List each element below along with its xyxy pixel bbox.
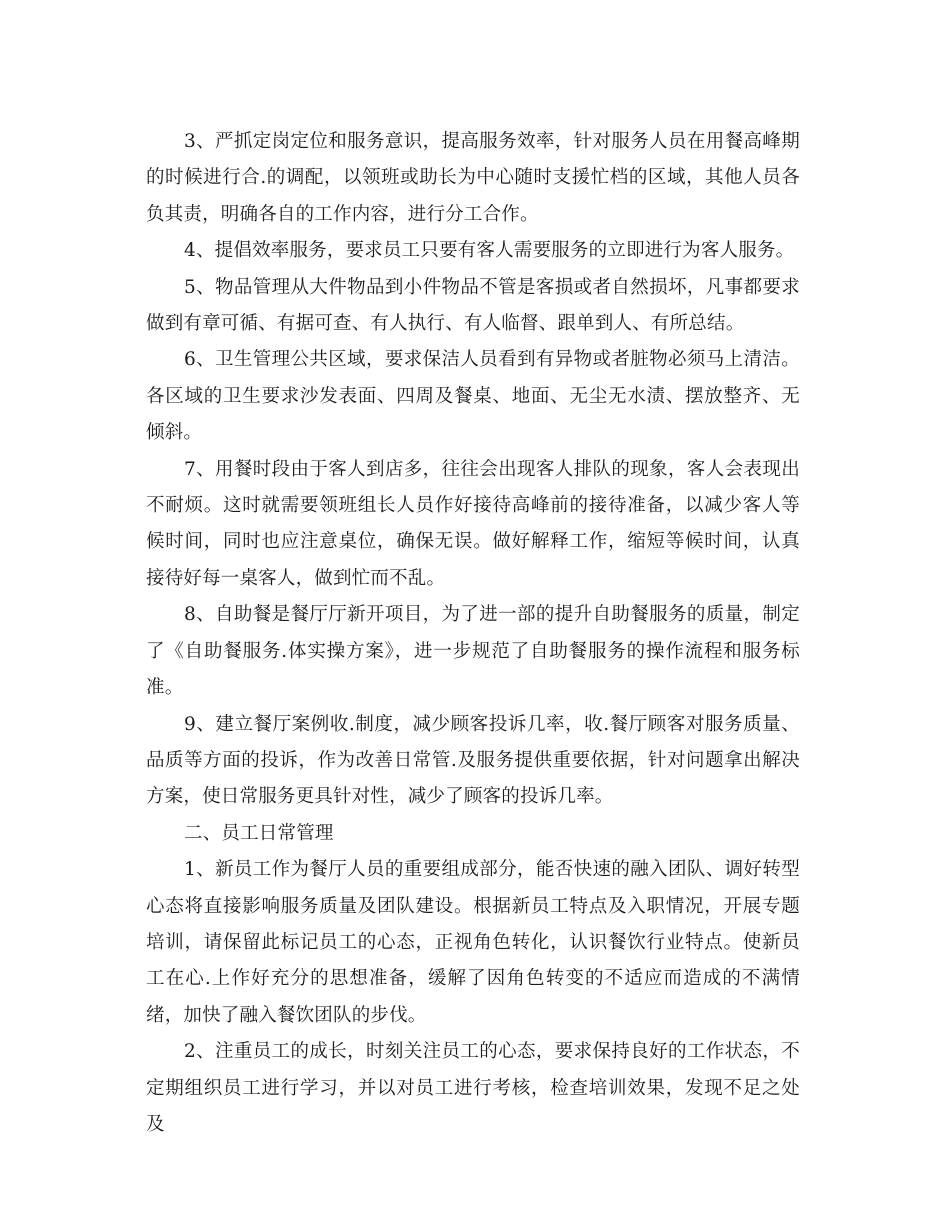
paragraph-item-3: 3、严抓定岗定位和服务意识，提高服务效率，针对服务人员在用餐高峰期的时候进行合.的调配，以领班或助长为中心随时支援忙档的区域，其他人员各负其责，明确各自的工作内容，进行分工合作。 <box>146 131 800 225</box>
paragraph-staff-1: 1、新员工作为餐厅人员的重要组成部分，能否快速的融入团队、调好转型心态将直接影响服务质量及团队建设。根据新员工特点及入职情况，开展专题培训，请保留此标记员工的心态，正视角色转化，认识餐饮行业特点。使新员工在心.上作好充分的思想准备，缓解了因角色转变的不适应而造成的不满情绪，加快了融入餐饮团队的步伐。 <box>146 859 800 1026</box>
document-body <box>146 124 800 1143</box>
paragraph-item-9: 9、建立餐厅案例收.制度，减少顾客投诉几率，收.餐厅顾客对服务质量、品质等方面的投诉，作为改善日常管.及服务提供重要依据，针对问题拿出解决方案，使日常服务更具针对性，减少了顾客的投诉几率。 <box>146 713 800 808</box>
paragraph-item-6: 6、卫生管理公共区域，要求保洁人员看到有异物或者脏物必须马上清洁。各区域的卫生要求沙发表面、四周及餐桌、地面、无尘无水渍、摆放整齐、无倾斜。 <box>146 349 800 444</box>
paragraph-staff-2: 2、注重员工的成长，时刻关注员工的心态，要求保持良好的工作状态，不定期组织员工进行学习，并以对员工进行考核，检查培训效果，发现不足之处及 <box>146 1041 800 1135</box>
section-heading-staff-management: 二、员工日常管理 <box>184 822 334 844</box>
paragraph-item-4: 4、提倡效率服务，要求员工只要有客人需要服务的立即进行为客人服务。 <box>184 240 795 262</box>
paragraph-item-5: 5、物品管理从大件物品到小件物品不管是客损或者自然损坏，凡事都要求做到有章可循、有据可查、有人执行、有人临督、跟单到人、有所总结。 <box>146 276 800 335</box>
paragraph-item-8: 8、自助餐是餐厅厅新开项目，为了进一部的提升自助餐服务的质量，制定了《自助餐服务.体实操方案》，进一步规范了自助餐服务的操作流程和服务标准。 <box>146 604 800 699</box>
paragraph-item-7: 7、用餐时段由于客人到店多，往往会出现客人排队的现象，客人会表现出不耐烦。这时就需要领班组长人员作好接待高峰前的接待准备，以减少客人等候时间，同时也应注意桌位，确保无误。做好解释工作，缩短等候时间，认真接待好每一桌客人，做到忙而不乱。 <box>146 458 800 589</box>
